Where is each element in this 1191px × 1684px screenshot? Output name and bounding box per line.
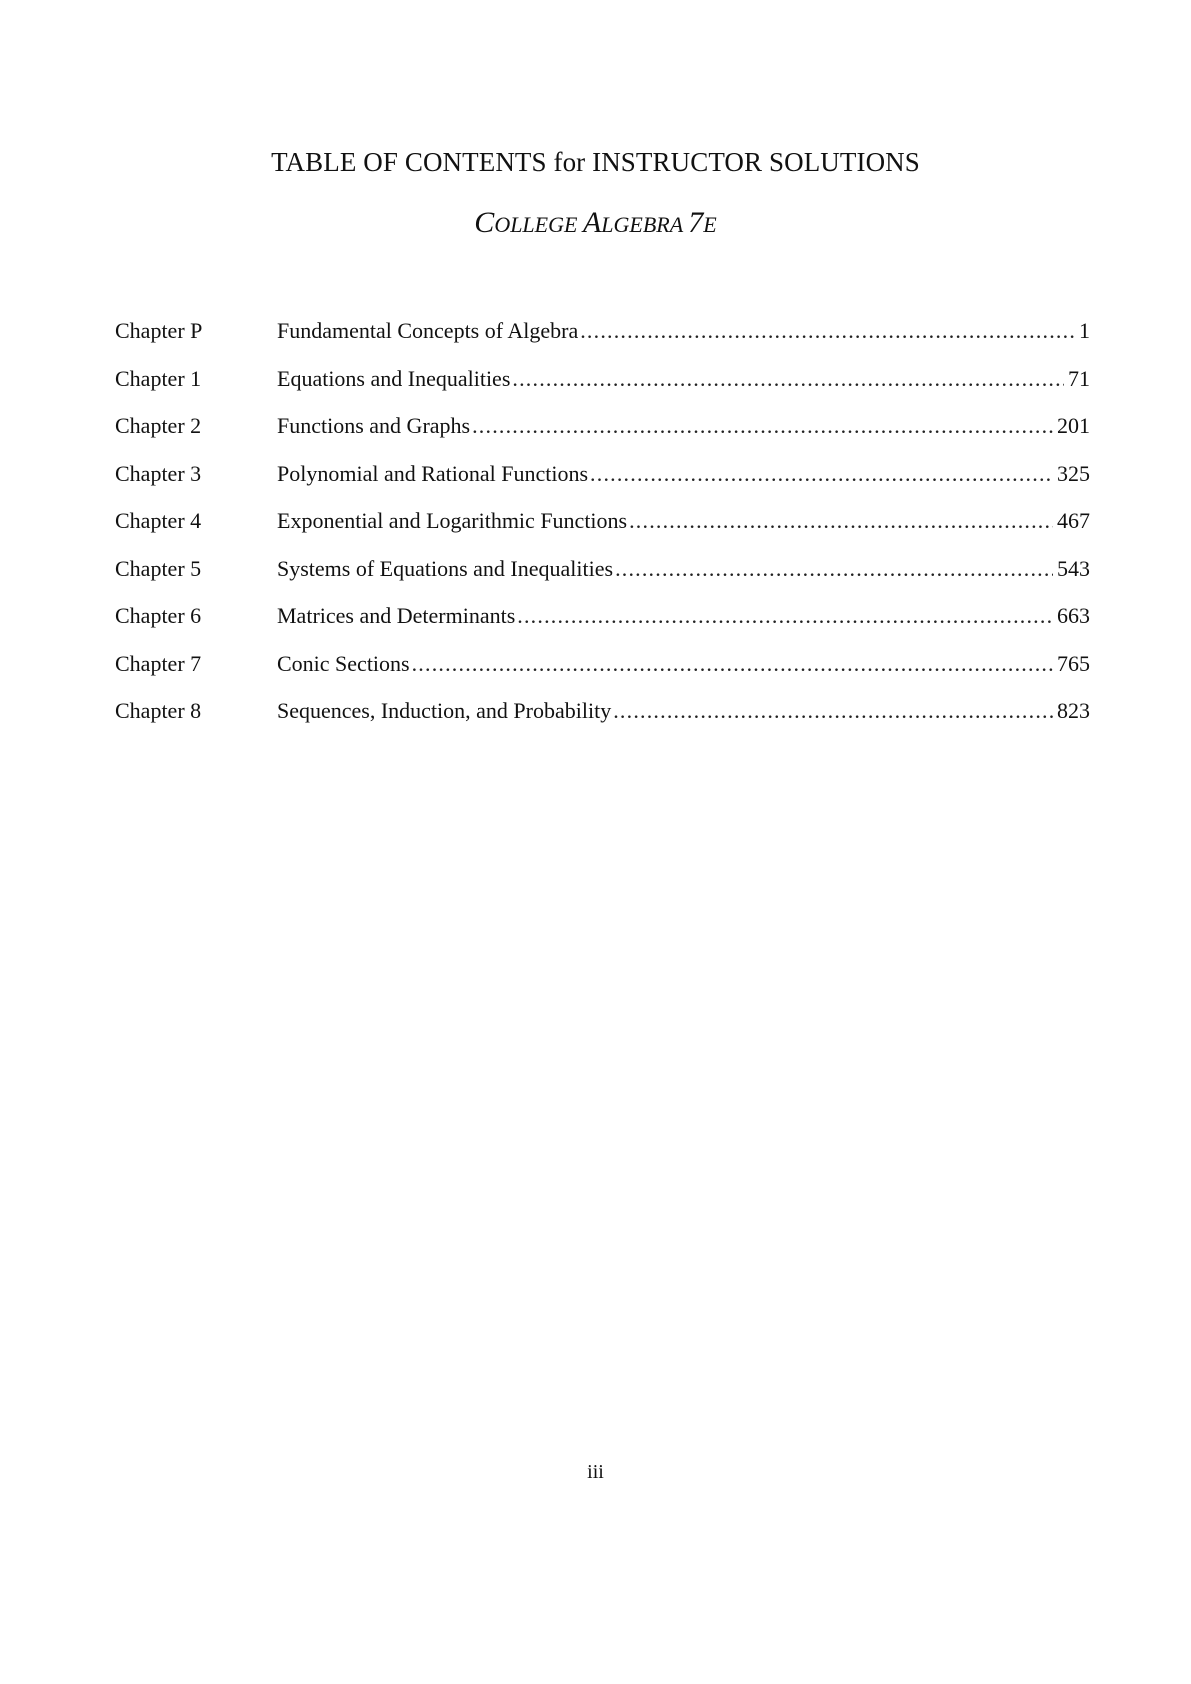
dot-leader [615,556,1053,582]
toc-row[interactable] [115,366,1090,414]
dot-leader [412,651,1053,677]
toc-row[interactable] [115,556,1090,604]
dot-leader [613,698,1053,724]
toc-row[interactable] [115,603,1090,651]
toc-row[interactable] [115,318,1090,366]
page-number: 1 [1079,318,1090,343]
page-number: 543 [1057,555,1090,581]
dot-leader [517,603,1053,629]
toc-entry [277,461,1090,487]
chapter-title: Matrices and Determinants [277,603,516,628]
chapter-label: Chapter 3 [115,460,202,486]
page-number: 201 [1057,413,1090,438]
chapter-title: Systems of Equations and Inequalities [277,555,614,581]
toc-row[interactable] [115,508,1090,556]
chapter-label: Chapter P [115,318,203,343]
page-number: 71 [1068,365,1090,391]
dot-leader [580,318,1075,344]
dot-leader [629,508,1053,534]
toc-row[interactable] [115,651,1090,699]
chapter-label: Chapter 2 [115,413,202,438]
toc-entry [277,651,1090,677]
toc-entry [277,318,1090,344]
chapter-title: Functions and Graphs [277,413,471,438]
dot-leader [512,366,1064,392]
page-number: 823 [1057,698,1090,723]
page-number: 467 [1057,508,1090,533]
toc-entry [277,413,1090,439]
page-title: TABLE OF CONTENTS for INSTRUCTOR SOLUTIONS [271,147,920,177]
toc-entry [277,556,1090,582]
chapter-label: Chapter 4 [115,508,202,533]
toc-entry [277,366,1090,392]
table-of-contents [115,318,1090,746]
chapter-label: Chapter 7 [115,650,202,676]
book-title-initial-1: C [474,206,495,239]
toc-entry [277,698,1090,724]
chapter-label: Chapter 8 [115,698,202,723]
toc-row[interactable] [115,698,1090,746]
chapter-label: Chapter 1 [115,365,202,391]
chapter-title: Fundamental Concepts of Algebra [277,318,579,343]
toc-row[interactable] [115,461,1090,509]
dot-leader [590,461,1053,487]
chapter-title: Sequences, Induction, and Probability [277,698,612,723]
toc-row[interactable] [115,413,1090,461]
chapter-title: Equations and Inequalities [277,365,511,391]
chapter-title: Conic Sections [277,650,410,676]
toc-entry [277,603,1090,629]
page-number: 765 [1057,650,1090,676]
book-title [0,206,1191,242]
page-number: 663 [1057,603,1090,628]
book-title-initial-2: A [582,206,602,239]
chapter-label: Chapter 5 [115,555,202,581]
chapter-title: Exponential and Logarithmic Functions [277,508,628,533]
book-title-smallcaps-1: OLLEGE [494,212,583,237]
book-title-edition-letter: E [703,212,717,237]
book-title-edition-number: 7 [688,206,704,239]
dot-leader [472,413,1053,439]
page-number: 325 [1057,460,1090,486]
page-folio: iii [587,1461,604,1483]
chapter-title: Polynomial and Rational Functions [277,460,589,486]
book-title-smallcaps-2: LGEBRA [601,212,689,237]
toc-entry [277,508,1090,534]
chapter-label: Chapter 6 [115,603,202,628]
